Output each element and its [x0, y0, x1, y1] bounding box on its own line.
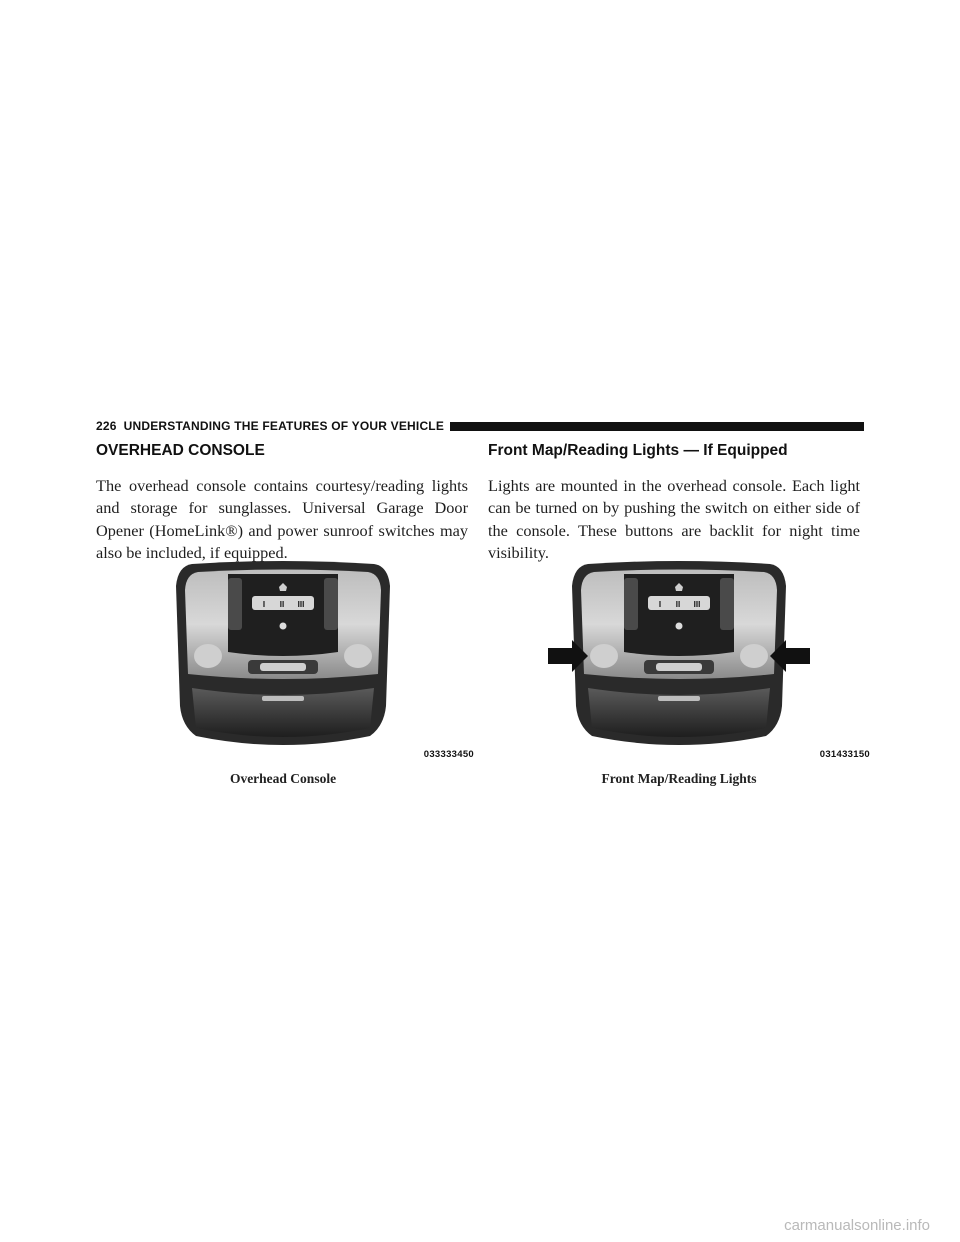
figure-overhead-console: [88, 556, 478, 786]
figure-caption: Front Map/Reading Lights: [601, 771, 757, 786]
page-number: 226: [96, 419, 117, 433]
section-overhead-console: [96, 442, 468, 564]
running-title: UNDERSTANDING THE FEATURES OF YOUR VEHICLE: [123, 419, 445, 433]
section-body: The overhead console contains courtesy/reading lights and storage for sunglasses. Universal Garage Door Opener (HomeLink®) and power sunroof switches may also be included, if equipped.: [96, 476, 468, 562]
homelink-button-3: III: [693, 600, 701, 609]
header-rule: [450, 422, 864, 431]
homelink-button-3: III: [297, 600, 305, 609]
section-reading-lights: [488, 442, 860, 564]
figure-caption: Overhead Console: [229, 771, 337, 786]
section-heading: Front Map/Reading Lights — If Equipped: [488, 442, 788, 459]
running-header: [96, 419, 864, 433]
reading-lights-illustration: [484, 556, 874, 766]
overhead-console-illustration: [88, 556, 478, 766]
section-body: Lights are mounted in the overhead console. Each light can be turned on by pushing the switch on either side of the console. These buttons are backlit for night time visibility.: [488, 476, 860, 562]
section-heading: OVERHEAD CONSOLE: [96, 442, 265, 459]
figure-code: 031433150: [819, 749, 870, 760]
homelink-button-1: I: [658, 600, 662, 609]
figure-reading-lights: [484, 556, 874, 786]
watermark: carmanualsonline.info: [784, 1217, 930, 1234]
homelink-button-2: II: [279, 600, 285, 609]
figure-code: 033333450: [423, 749, 474, 760]
homelink-button-2: II: [675, 600, 681, 609]
homelink-button-1: I: [262, 600, 266, 609]
